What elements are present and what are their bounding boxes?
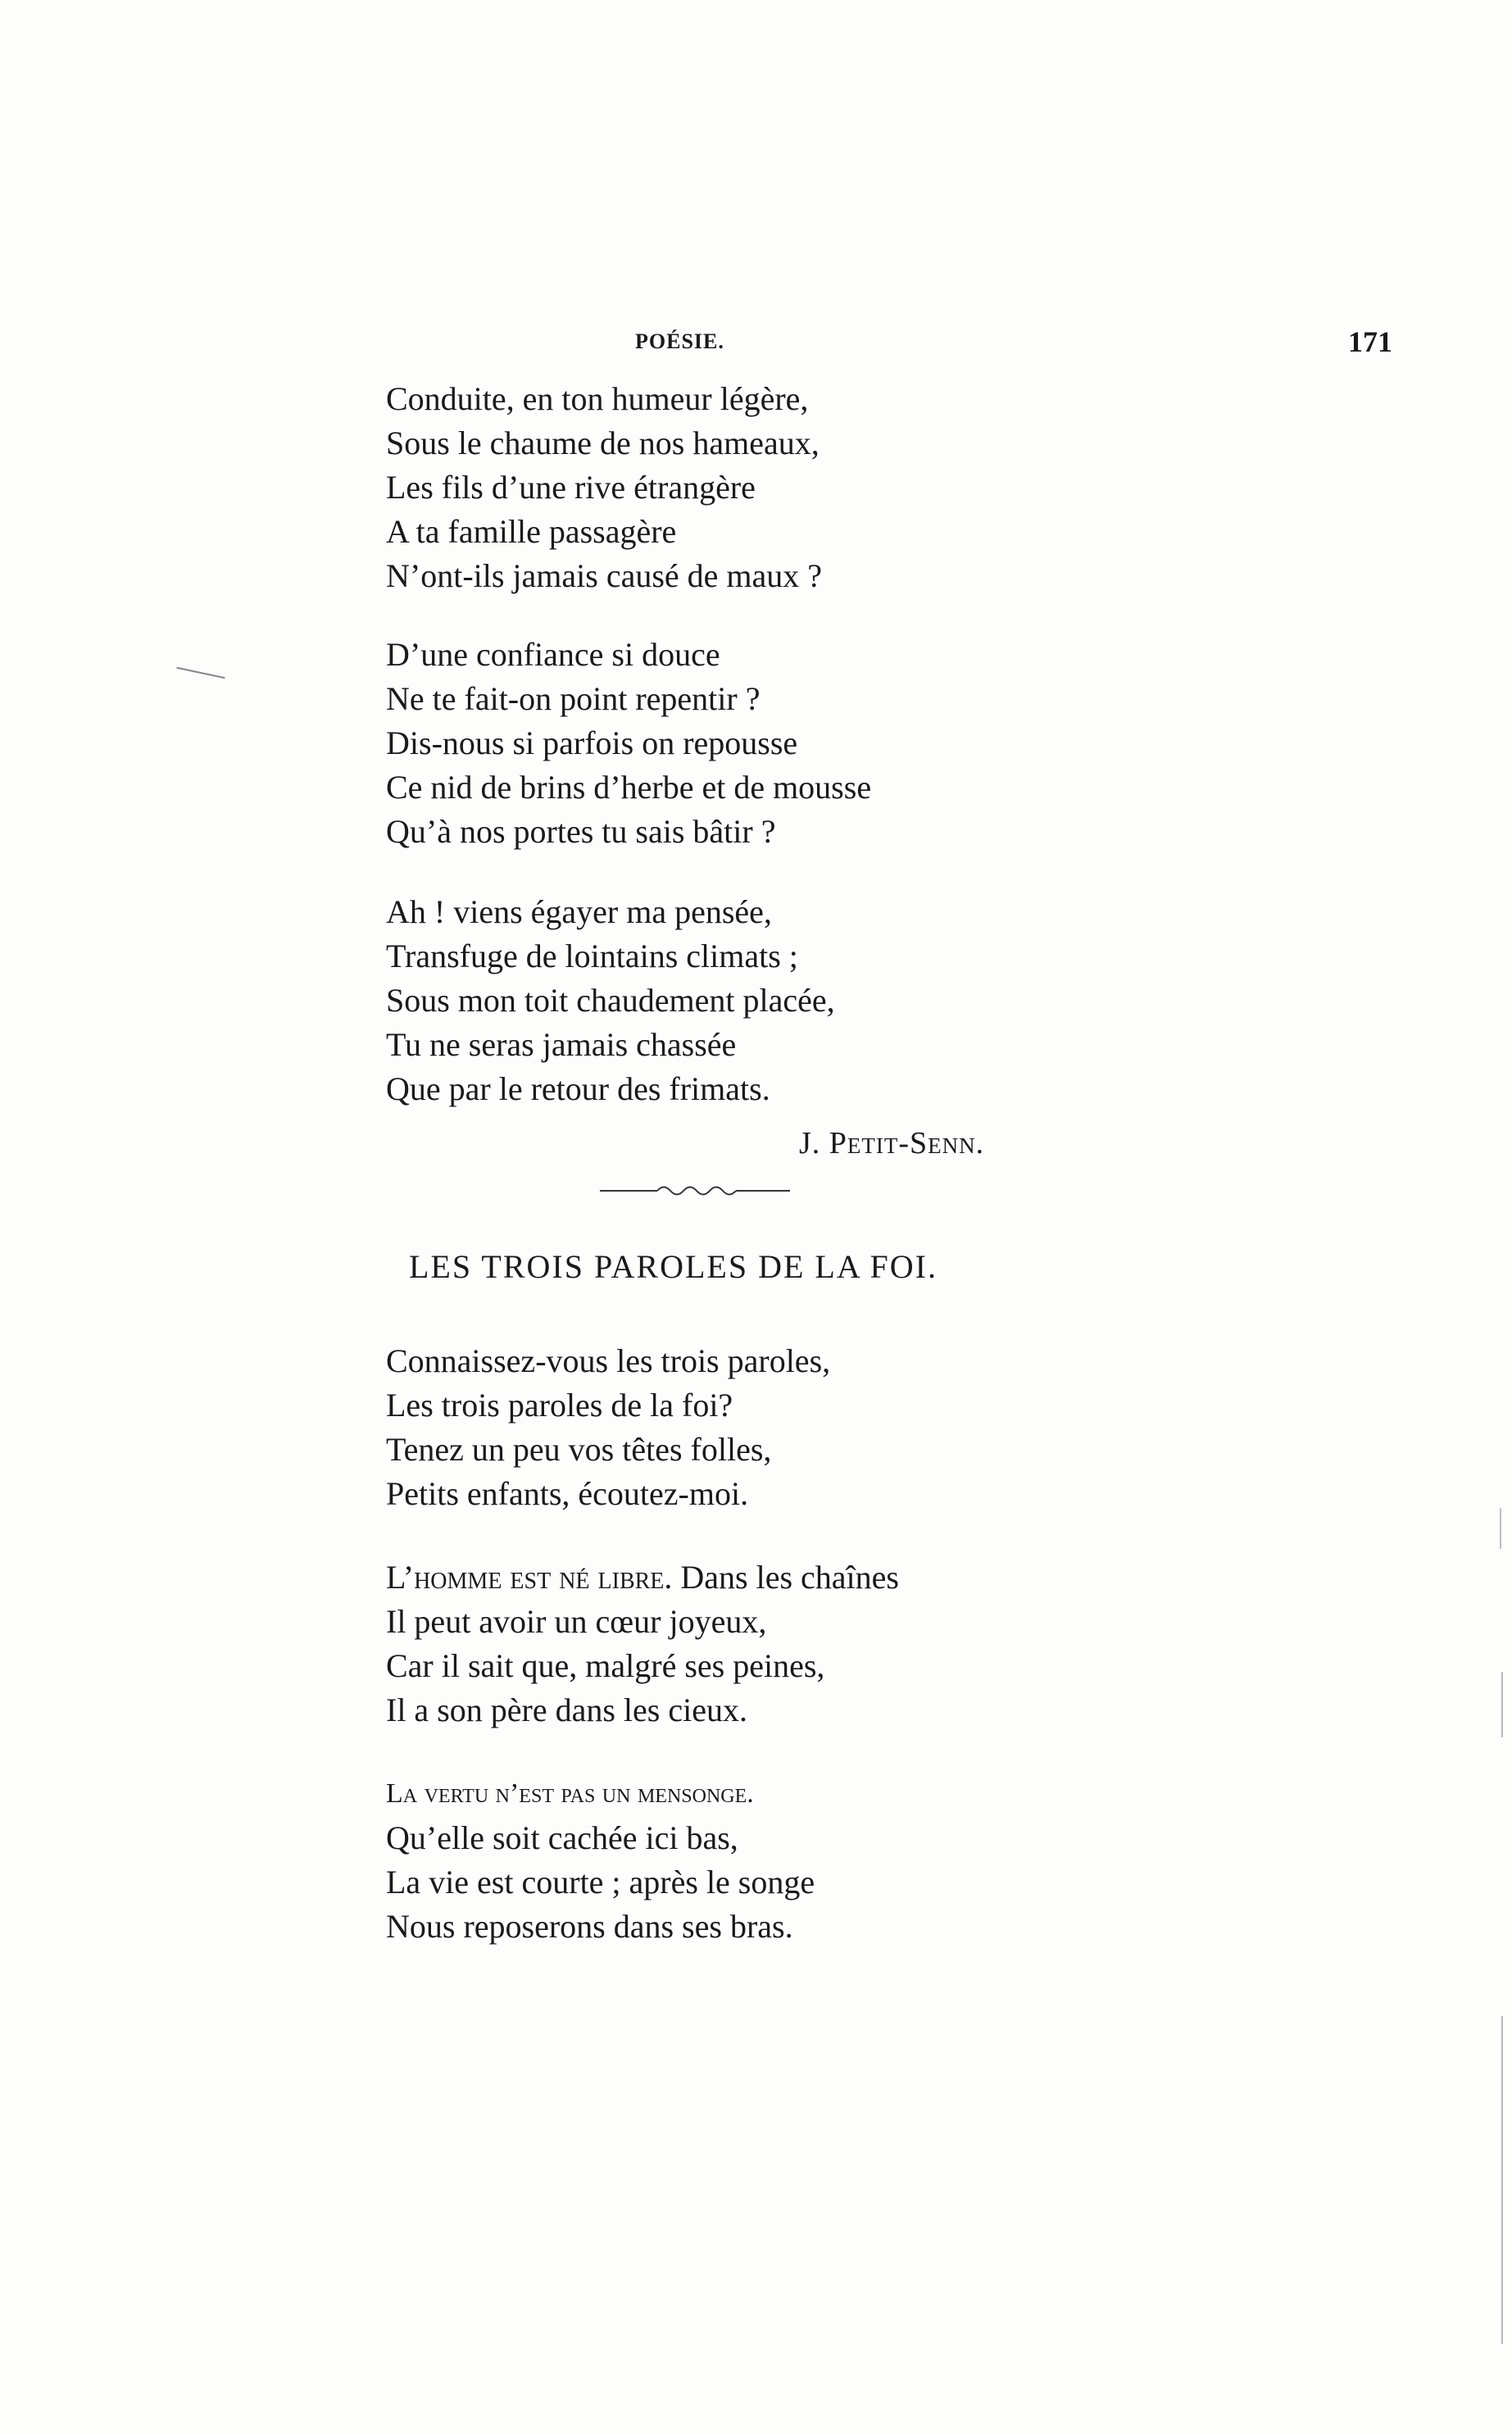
verse-line: Tenez un peu vos têtes folles, xyxy=(386,1431,772,1468)
verse-line: Connaissez-vous les trois paroles, xyxy=(386,1342,831,1379)
scan-speck xyxy=(1500,1508,1501,1549)
scan-speck xyxy=(1501,2016,1503,2344)
verse-line: Il peut avoir un cœur joyeux, xyxy=(386,1603,767,1640)
verse-line: Ah ! viens égayer ma pensée, xyxy=(386,893,772,930)
verse-line: Ne te fait-on point repentir ? xyxy=(386,680,761,717)
scan-speck xyxy=(1501,1672,1503,1737)
verse-line xyxy=(386,1555,899,1600)
verse-line: Qu’elle soit cachée ici bas, xyxy=(386,1819,738,1856)
verse-line: La vie est courte ; après le songe xyxy=(386,1864,815,1900)
verse-line: Il a son père dans les cieux. xyxy=(386,1692,747,1728)
verse-line: Sous mon toit chaudement placée, xyxy=(386,982,835,1019)
verse-line: La vertu n’est pas un mensonge. xyxy=(386,1778,754,1809)
verse-line: Dis-nous si parfois on repousse xyxy=(386,724,798,761)
verse-line: D’une confiance si douce xyxy=(386,636,720,673)
verse-line: Sous le chaume de nos hameaux, xyxy=(386,425,820,461)
verse-line: N’ont-ils jamais causé de maux ? xyxy=(386,557,823,594)
poem2-stanza-2 xyxy=(386,1555,899,1732)
verse-line-rest: Dans les chaînes xyxy=(672,1559,899,1596)
poem1-stanza-1 xyxy=(386,377,822,598)
verse-line: Qu’à nos portes tu sais bâtir ? xyxy=(386,813,776,850)
verse-line: Car il sait que, malgré ses peines, xyxy=(386,1647,825,1684)
author-signature: J. Petit-Senn. xyxy=(799,1126,985,1160)
running-head: POÉSIE. xyxy=(635,329,724,353)
verse-line: Transfuge de lointains climats ; xyxy=(386,938,798,974)
verse-line: Nous reposerons dans ses bras. xyxy=(386,1908,793,1945)
verse-line: Les trois paroles de la foi? xyxy=(386,1387,733,1424)
poem-title: LES TROIS PAROLES DE LA FOI. xyxy=(409,1248,938,1285)
verse-line: Les fils d’une rive étrangère xyxy=(386,469,756,506)
page-number: 171 xyxy=(1348,325,1392,358)
poem2-stanza-1 xyxy=(386,1339,830,1516)
verse-line: Ce nid de brins d’herbe et de mousse xyxy=(386,769,872,806)
verse-line: Conduite, en ton humeur légère, xyxy=(386,380,809,417)
poem1-stanza-3 xyxy=(386,890,835,1111)
poem2-stanza-3 xyxy=(386,1772,815,1949)
section-divider-ornament xyxy=(600,1182,790,1204)
verse-line: Que par le retour des frimats. xyxy=(386,1070,770,1107)
verse-line: Petits enfants, écoutez-moi. xyxy=(386,1475,749,1512)
verse-line: A ta famille passagère xyxy=(386,513,677,550)
scan-speck xyxy=(176,667,225,679)
verse-line: Tu ne seras jamais chassée xyxy=(386,1026,737,1063)
small-caps-phrase: L’homme est né libre. xyxy=(386,1559,673,1596)
poem1-stanza-2 xyxy=(386,633,871,854)
